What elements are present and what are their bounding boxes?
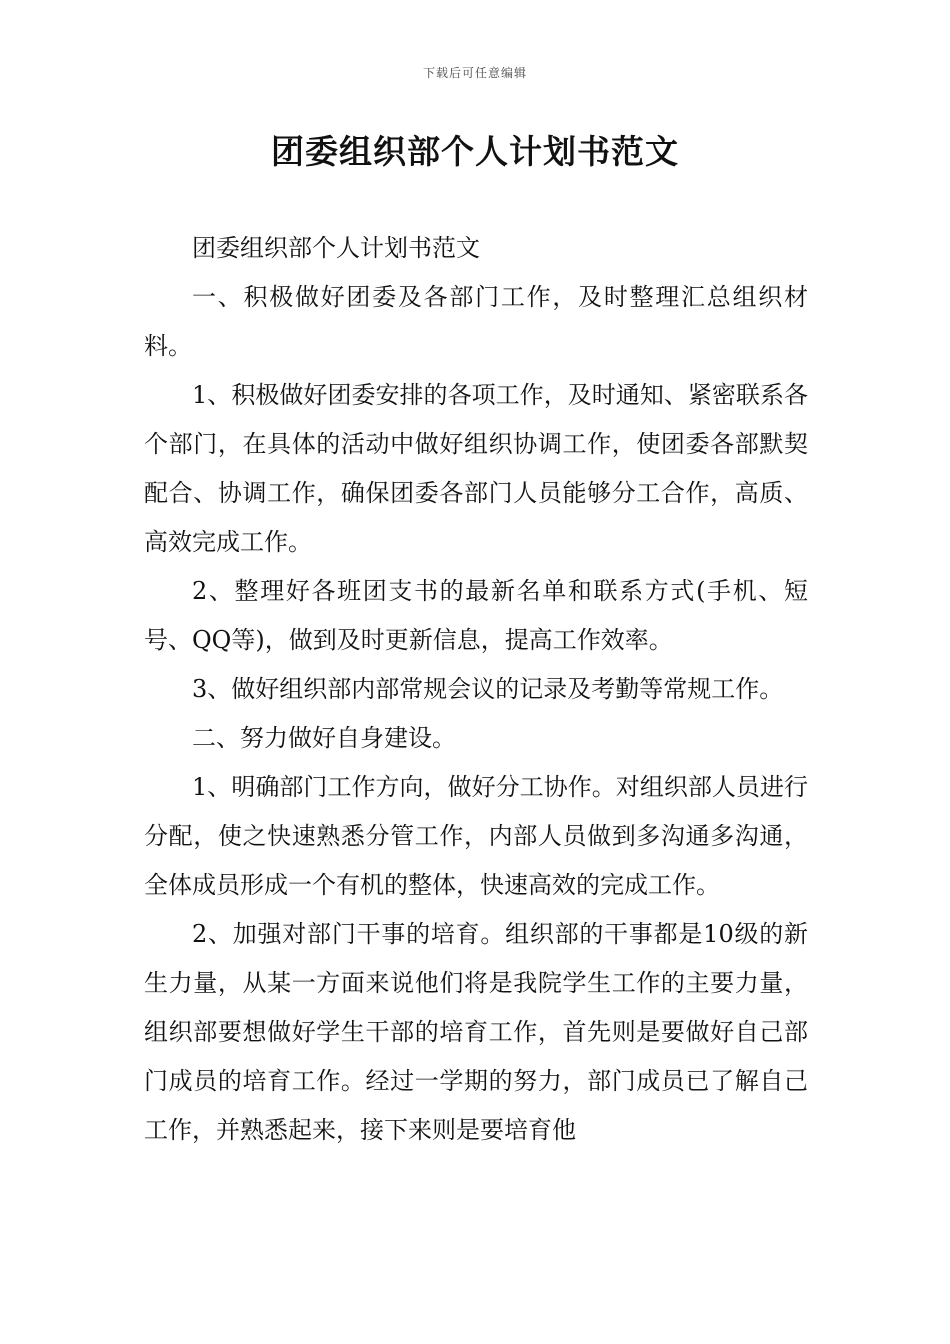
paragraph: 2、整理好各班团支书的最新名单和联系方式(手机、短号、QQ等)，做到及时更新信息，提高工作效率。 [144, 577, 808, 654]
document-title: 团委组织部个人计划书范文 [271, 132, 679, 171]
paragraph: 团委组织部个人计划书范文 [192, 234, 480, 262]
paragraph: 2、加强对部门干事的培育。组织部的干事都是10级的新生力量，从某一方面来说他们将是我院学生工作的主要力量，组织部要想做好学生干部的培育工作，首先则是要做好自己部门成员的培育工作。经过一学期的努力，部门成员已了解自己工作，并熟悉起来，接下来则是要培育他 [144, 920, 808, 1144]
paragraph: 3、做好组织部内部常规会议的记录及考勤等常规工作。 [192, 675, 784, 703]
paragraph: 1、明确部门工作方向，做好分工协作。对组织部人员进行分配，使之快速熟悉分管工作，内部人员做到多沟通多沟通，全体成员形成一个有机的整体，快速高效的完成工作。 [144, 773, 808, 899]
paragraph: 二、努力做好自身建设。 [192, 724, 456, 752]
document-body [144, 224, 808, 1155]
paragraph: 1、积极做好团委安排的各项工作，及时通知、紧密联系各个部门，在具体的活动中做好组织协调工作，使团委各部默契配合、协调工作，确保团委各部门人员能够分工合作，高质、高效完成工作。 [144, 381, 808, 556]
paragraph: 一、积极做好团委及各部门工作，及时整理汇总组织材料。 [144, 283, 808, 360]
header-note: 下载后可任意编辑 [422, 66, 527, 80]
